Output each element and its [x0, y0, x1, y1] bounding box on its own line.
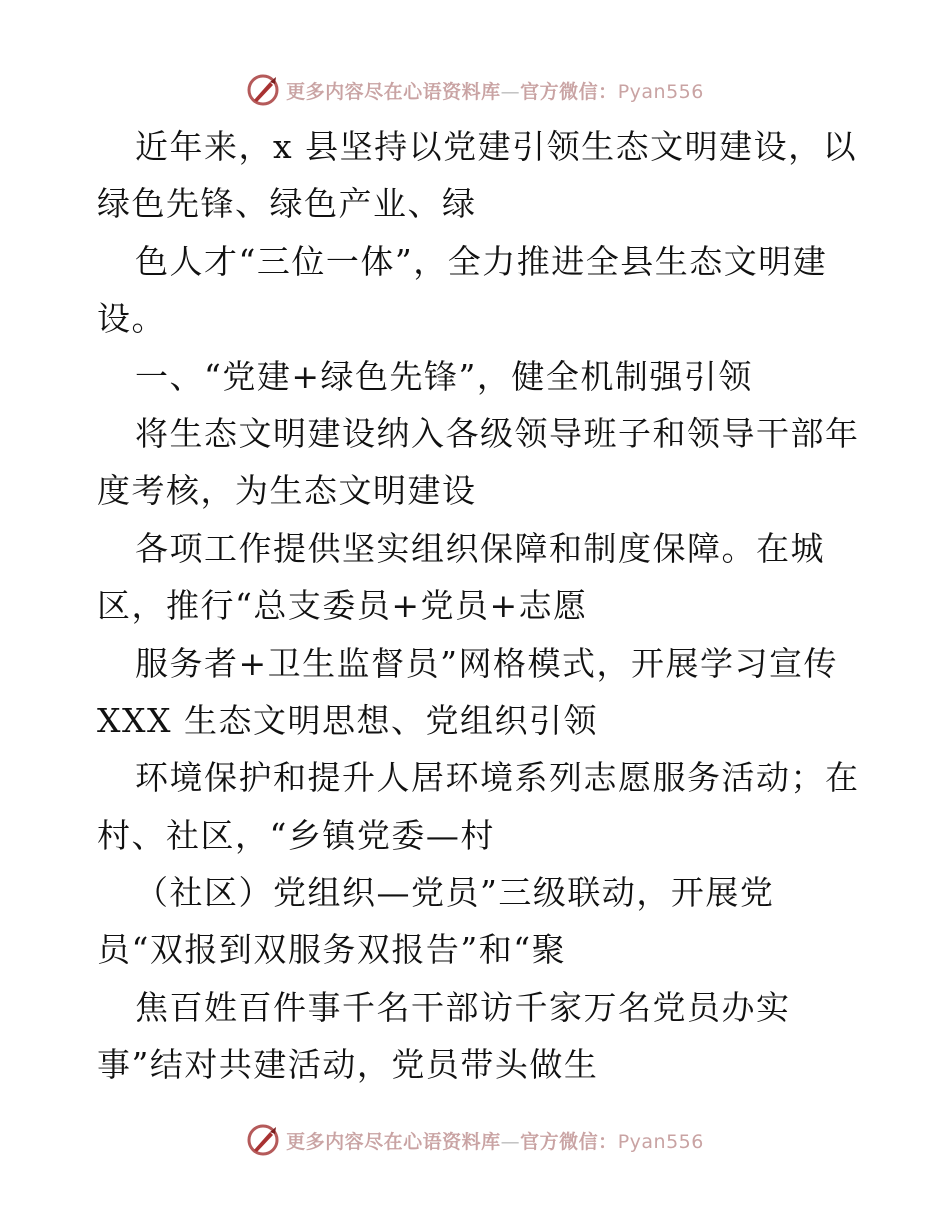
text-line: 员“双报到双服务双报告”和“聚 [97, 930, 567, 970]
quill-pen-circle-icon [246, 1123, 280, 1157]
header-watermark [0, 70, 950, 110]
text-line: 设。 [97, 299, 166, 339]
text-line: 环境保护和提升人居环境系列志愿服务活动；在 [135, 758, 860, 798]
footer-watermark [0, 1120, 950, 1160]
document-body [97, 118, 867, 1094]
text-line: 度考核，为生态文明建设 [97, 471, 477, 511]
text-line: 色人才“三位一体”，全力推进全县生态文明建 [135, 241, 828, 281]
text-line: 事”结对共建活动，党员带头做生 [97, 1045, 599, 1085]
text-line: 各项工作提供坚实组织保障和制度保障。在城 [135, 528, 825, 568]
text-line: 绿色先锋、绿色产业、绿 [97, 184, 477, 224]
text-line: 区，推行“总支委员+党员+志愿 [97, 586, 588, 626]
watermark-text: 更多内容尽在心语资料库—官方微信：Pyan556 [286, 80, 704, 103]
text-line: 将生态文明建设纳入各级领导班子和领导干部年 [135, 413, 860, 453]
text-line: 服务者+卫生监督员”网格模式，开展学习宣传 [135, 643, 839, 683]
text-line: 焦百姓百件事千名干部访千家万名党员办实 [135, 987, 791, 1027]
text-line: （社区）党组织—党员”三级联动，开展党 [135, 873, 775, 913]
watermark-text: 更多内容尽在心语资料库—官方微信：Pyan556 [286, 1130, 704, 1153]
text-line: XXX 生态文明思想、党组织引领 [97, 700, 598, 740]
section-heading: 一、“党建+绿色先锋”，健全机制强引领 [135, 356, 753, 396]
quill-pen-circle-icon [246, 73, 280, 107]
text-line: 村、社区，“乡镇党委—村 [97, 815, 495, 855]
text-line: 近年来，x 县坚持以党建引领生态文明建设，以 [135, 127, 858, 166]
